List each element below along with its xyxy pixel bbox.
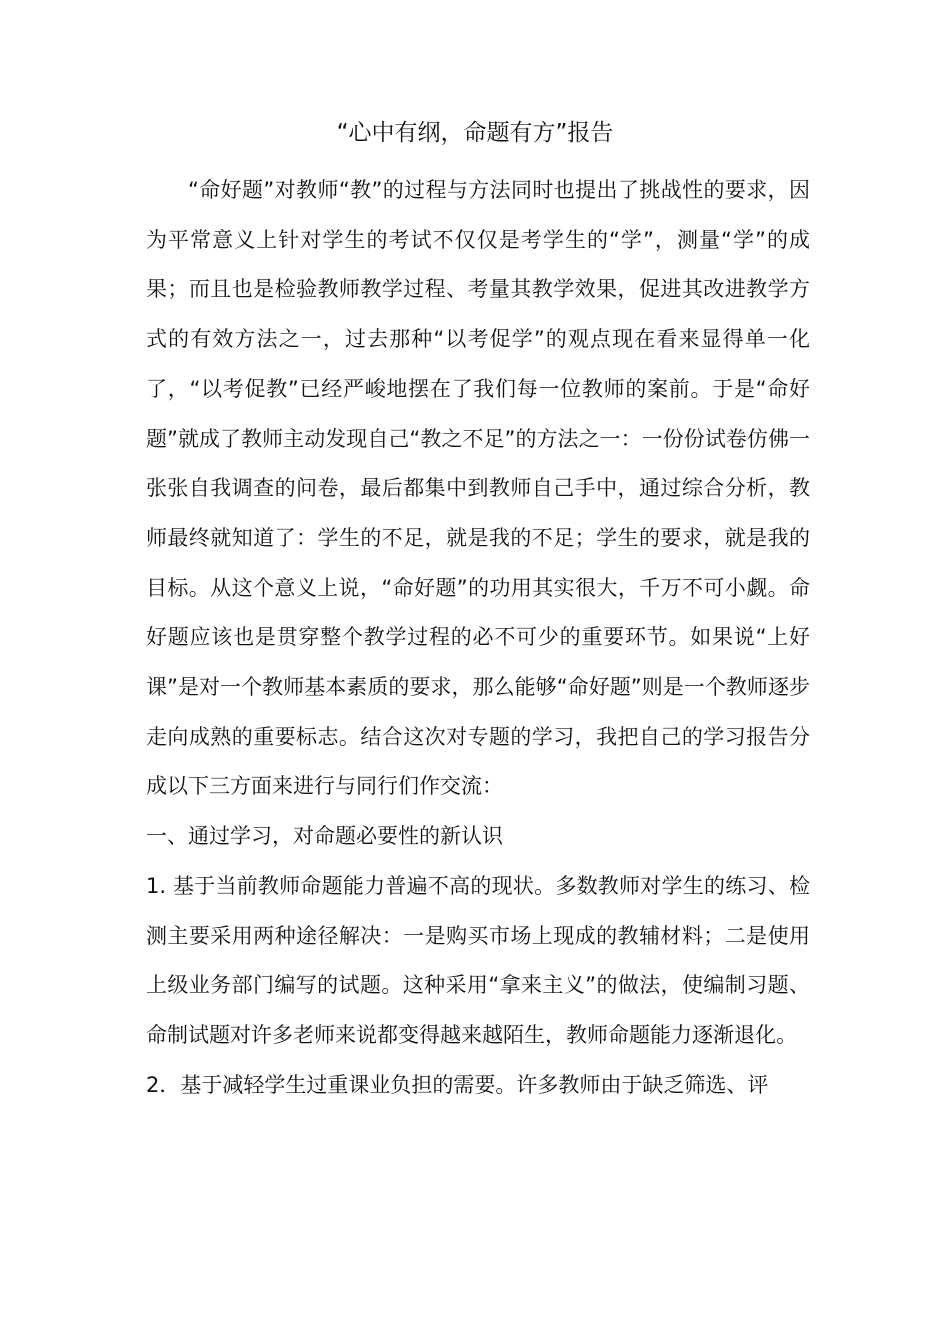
document-body	[146, 166, 810, 1110]
point-1-paragraph: 1. 基于当前教师命题能力普遍不高的现状。多数教师对学生的练习、检测主要采用两种途径解决：一是购买市场上现成的教辅材料；二是使用上级业务部门编写的试题。这种采用“拿来主义”的做法，使编制习题、命制试题对许多老师来说都变得越来越陌生，教师命题能力逐渐退化。	[146, 873, 810, 1047]
section-heading-1: 一、通过学习，对命题必要性的新认识	[146, 824, 503, 849]
point-2-paragraph: 2．基于减轻学生过重课业负担的需要。许多教师由于缺乏筛选、评	[146, 1072, 769, 1097]
intro-paragraph: “命好题”对教师“教”的过程与方法同时也提出了挑战性的要求，因为平常意义上针对学生的考试不仅仅是考学生的“学”，测量“学”的成果；而且也是检验教师教学过程、考量其教学效果，促进其改进教学方式的有效方法之一，过去那种“以考促学”的观点现在看来显得单一化了，“以考促教”已经严峻地摆在了我们每一位教师的案前。于是“命好题”就成了教师主动发现自己“教之不足”的方法之一：一份份试卷仿佛一张张自我调查的问卷，最后都集中到教师自己手中，通过综合分析，教师最终就知道了：学生的不足，就是我的不足；学生的要求，就是我的目标。从这个意义上说，“命好题”的功用其实很大，千万不可小觑。命好题应该也是贯穿整个教学过程的必不可少的重要环节。如果说“上好课”是对一个教师基本素质的要求，那么能够“命好题”则是一个教师逐步走向成熟的重要标志。结合这次对专题的学习，我把自己的学习报告分成以下三方面来进行与同行们作交流：	[146, 178, 810, 799]
document-title: “心中有纲，命题有方”报告	[336, 120, 614, 146]
